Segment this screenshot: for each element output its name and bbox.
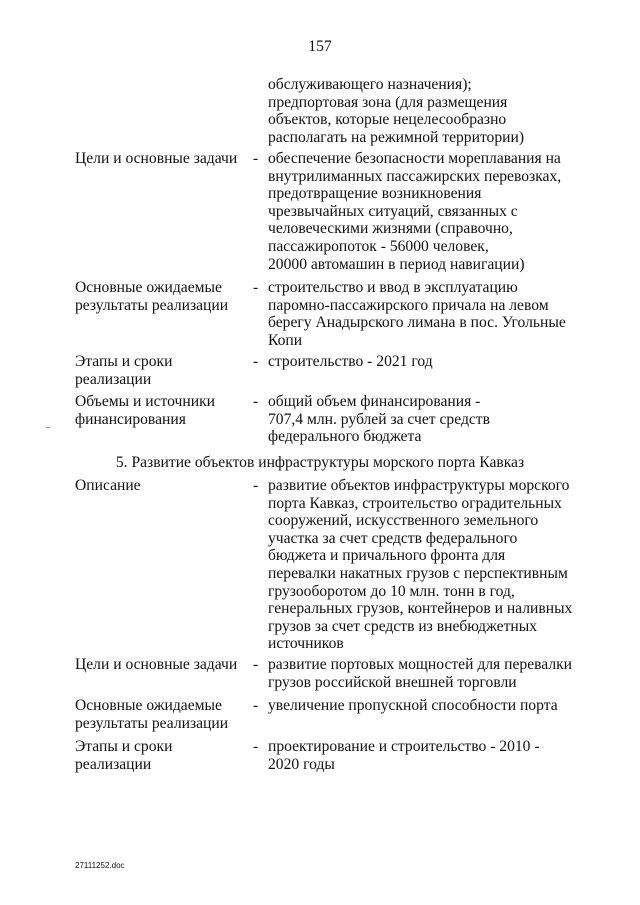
value-line: генеральных грузов, контейнеров и наливных [268,600,573,618]
label-line: реализации [75,755,152,773]
value-line: Копи [268,331,303,349]
row-value [268,697,593,715]
value-line: перевалки накатных грузов с перспективным [268,564,568,582]
page-number: 157 [308,38,332,55]
row-value [268,279,593,349]
label-line: Описание [75,477,141,494]
label-line: Этапы и сроки [75,353,173,370]
row-dash: - [253,393,259,410]
value-line: 20000 автомашин в период навигации) [268,255,525,273]
row-dash: - [253,697,259,714]
row-label [75,353,245,388]
label-line: Объемы и источники [75,393,216,410]
value-line: строительство и ввод в эксплуатацию [268,279,518,296]
value-line: развитие портовых мощностей для перевалки [268,656,573,673]
text-line: обслуживающего назначения); [268,76,472,93]
row-value [268,738,593,773]
label-line: Цели и основные задачи [75,656,238,673]
row-dash: - [253,738,259,755]
value-line: грузов за счет средств из внебюджетных [268,617,538,635]
value-line: пассажиропоток - 56000 человек, [268,237,489,255]
row-value [268,656,593,691]
row-label [75,656,245,674]
value-line: порта Кавказ, строительство оградительных [268,494,562,512]
value-line: участка за счет средств федерального [268,529,518,547]
row-value [268,353,593,371]
row-label [75,477,245,495]
row-label [75,393,245,428]
value-line: сооружений, искусственного земельного [268,512,539,530]
row-value [268,393,593,446]
row-label [75,150,245,168]
scan-mark [46,427,50,428]
label-line: результаты реализации [75,296,229,314]
value-line: источников [268,635,344,653]
row-dash: - [253,150,259,167]
label-line: Основные ожидаемые [75,279,222,296]
label-line: Цели и основные задачи [75,150,238,167]
row-dash: - [253,353,259,370]
row-value [268,150,593,273]
text-line: предпортовая зона (для размещения [268,93,508,111]
text-line: располагать на режимной территории) [268,128,525,146]
value-line: чрезвычайных ситуаций, связанных с [268,202,518,220]
label-line: финансирования [75,410,186,428]
label-line: результаты реализации [75,714,229,732]
label-line: реализации [75,370,152,388]
value-line: человеческими жизнями (справочно, [268,220,513,238]
value-line: проектирование и строительство - 2010 - [268,738,540,755]
value-line: грузов российской внешней торговли [268,673,517,691]
row-dash: - [253,656,259,673]
value-line: развитие объектов инфраструктуры морского [268,477,570,494]
value-line: 707,4 млн. рублей за счет средств [268,410,490,428]
row-label [75,697,245,732]
value-line: берегу Анадырского лимана в пос. Угольные [268,314,566,332]
row-label [75,738,245,773]
value-line: строительство - 2021 год [268,353,433,370]
section-heading: 5. Развитие объектов инфраструктуры морского порта Кавказ [115,454,525,471]
value-line: грузооборотом до 10 млн. тонн в год, [268,582,515,600]
value-line: обеспечение безопасности мореплавания на [268,150,561,167]
value-line: увеличение пропускной способности порта [268,697,558,714]
value-line: федерального бюджета [268,428,422,446]
footer-filename: 27111252.doc [75,861,125,870]
value-line: общий объем финансирования - [268,393,481,410]
value-line: паромно-пассажирского причала на левом [268,296,549,314]
row-value [268,477,593,653]
row-dash: - [253,279,259,296]
intro-continuation [268,76,588,146]
row-dash: - [253,477,259,494]
value-line: внутрилиманных пассажирских перевозках, [268,167,562,185]
text-line: объектов, которые нецелесообразно [268,111,507,129]
value-line: 2020 годы [268,755,335,773]
row-label [75,279,245,314]
label-line: Основные ожидаемые [75,697,222,714]
label-line: Этапы и сроки [75,738,173,755]
value-line: бюджета и причального фронта для [268,547,506,565]
value-line: предотвращение возникновения [268,185,482,203]
